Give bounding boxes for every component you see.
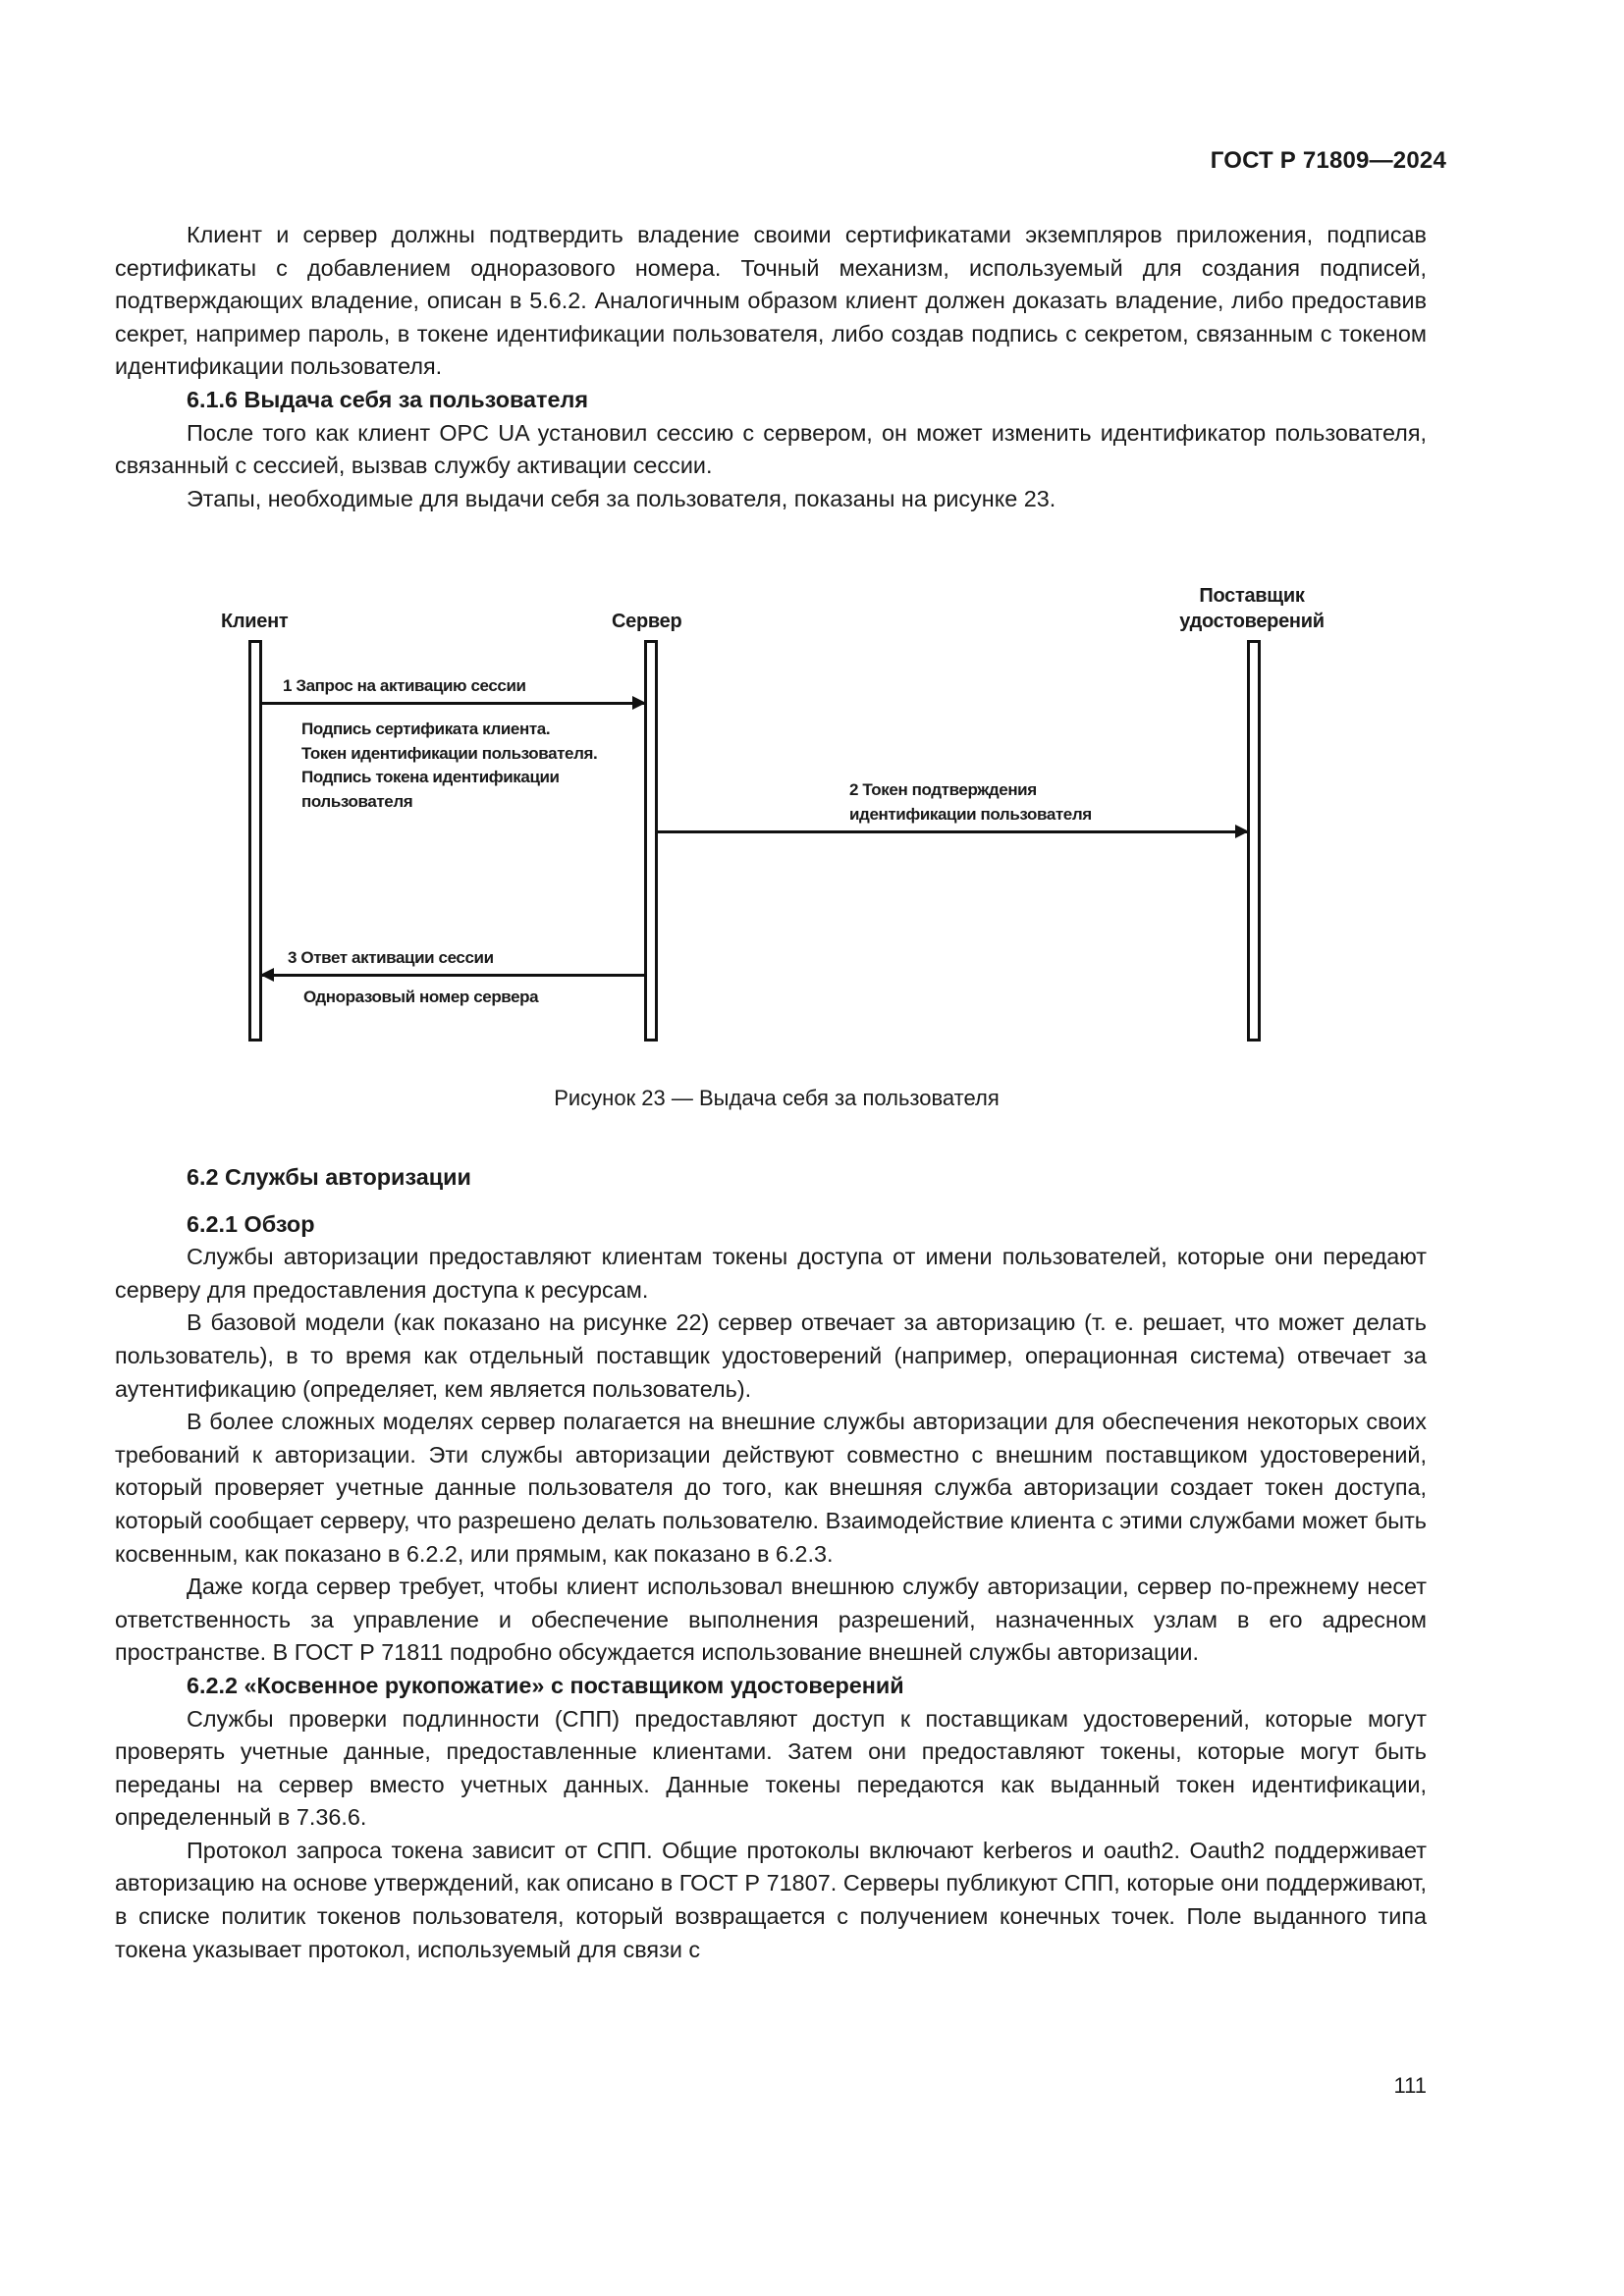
paragraph: Протокол запроса токена зависит от СПП. Общие протоколы включают kerberos и oauth2. Oauth2 поддерживает авторизацию на основе утверждений, как описано в ГОСТ Р 71807. Серверы публикуют СПП, которые они поддерживают, в списке политик токенов пользователя, который возвращается с получением конечных точек. Поле выданного типа токена указывает протокол, используемый для связи с bbox=[115, 1837, 1427, 1962]
message-2-label-line2: идентификации пользователя bbox=[849, 805, 1092, 824]
note-line: пользователя bbox=[301, 791, 413, 811]
heading-6-2-1: 6.2.1 Обзор bbox=[187, 1210, 315, 1237]
actor-provider-label-line2: удостоверений bbox=[1179, 611, 1325, 632]
message-1-label: 1 Запрос на активацию сессии bbox=[283, 676, 526, 695]
message-3-label: 3 Ответ активации сессии bbox=[288, 948, 494, 967]
paragraph: Службы проверки подлинности (СПП) предоставляют доступ к поставщикам удостоверений, которые могут проверять учетные данные, предоставленные клиентами. Затем они предоставляют токены, которые могут быть переданы на сервер вместо учетных данных. Данные токены передаются как выданный токен идентификации, определенный в 7.36.6. bbox=[115, 1705, 1427, 1831]
heading-6-2-2: 6.2.2 «Косвенное рукопожатие» с поставщиком удостоверений bbox=[187, 1672, 904, 1698]
paragraph: Клиент и сервер должны подтвердить владение своими сертификатами экземпляров приложения, подписав сертификаты с добавлением одноразового номера. Точный механизм, используемый для создания подписей, подтверждающих владение, описан в 5.6.2. Аналогичным образом клиент должен доказать владение, либо предоставив секрет, например пароль, в токене идентификации пользователя, либо создав подпись с секретом, связанным с токеном идентификации пользователя. bbox=[115, 222, 1427, 380]
arrowhead-left-icon bbox=[260, 968, 274, 982]
heading-6-1-6: 6.1.6 Выдача себя за пользователя bbox=[187, 386, 589, 412]
paragraph: Этапы, необходимые для выдачи себя за пользователя, показаны на рисунке 23. bbox=[187, 485, 1056, 511]
heading-6-2: 6.2 Службы авторизации bbox=[187, 1164, 471, 1190]
paragraph: В базовой модели (как показано на рисунке 22) сервер отвечает за авторизацию (т. е. решает, что может делать пользователь), в то время как отдельный поставщик удостоверений (например, операционная система) отвечает за аутентификацию (определяет, кем является пользователь). bbox=[115, 1309, 1427, 1402]
note-line: Подпись токена идентификации bbox=[301, 768, 560, 786]
paragraph: После того как клиент OPC UA установил сессию с сервером, он может изменить идентификатор пользователя, связанный с сессией, вызвав службу активации сессии. bbox=[115, 419, 1427, 479]
message-1-arrow bbox=[262, 702, 644, 705]
document-header-id: ГОСТ Р 71809—2024 bbox=[1210, 147, 1446, 174]
arrowhead-right-icon bbox=[1235, 825, 1249, 838]
paragraph: Службы авторизации предоставляют клиентам токены доступа от имени пользователей, которые они передают серверу для предоставления доступа к ресурсам. bbox=[115, 1244, 1427, 1303]
page-number: 111 bbox=[1393, 2073, 1427, 2098]
paragraph: Даже когда сервер требует, чтобы клиент использовал внешнюю службу авторизации, сервер по-прежнему несет ответственность за управление и обеспечение выполнения разрешений, назначенных узлам в его адресном пространстве. В ГОСТ Р 71811 подробно обсуждается использование внешней службы авторизации. bbox=[115, 1574, 1427, 1666]
arrowhead-right-icon bbox=[632, 696, 646, 710]
figure-caption: Рисунок 23 — Выдача себя за пользователя bbox=[554, 1086, 1000, 1110]
section-6-2 bbox=[115, 1161, 1427, 1966]
actor-provider-label-line1: Поставщик bbox=[1199, 585, 1305, 607]
actor-server-label: Сервер bbox=[612, 611, 682, 632]
lifeline-server bbox=[644, 640, 658, 1041]
paragraph: В более сложных моделях сервер полагается на внешние службы авторизации для обеспечения некоторых своих требований к авторизации. Эти службы авторизации действуют совместно с внешним поставщиком удостоверений, который проверяет учетные данные пользователя до того, как внешняя служба авторизации создает токен доступа, который сообщает серверу, что разрешено делать пользователю. Взаимодействие клиента с этими службами может быть косвенным, как показано в 6.2.2, или прямым, как показано в 6.2.3. bbox=[115, 1409, 1427, 1567]
message-3-note bbox=[303, 986, 538, 1010]
lifeline-provider bbox=[1247, 640, 1261, 1041]
note-line: Токен идентификации пользователя. bbox=[301, 743, 598, 763]
actor-provider-label bbox=[1149, 583, 1355, 634]
note-line: Одноразовый номер сервера bbox=[303, 988, 539, 1006]
message-3-arrow bbox=[262, 974, 644, 977]
message-2-label-line1: 2 Токен подтверждения bbox=[849, 780, 1037, 799]
message-2-label bbox=[849, 777, 1092, 827]
message-1-note bbox=[301, 718, 597, 814]
section-top bbox=[115, 219, 1427, 515]
actor-client-label: Клиент bbox=[221, 611, 289, 632]
note-line: Подпись сертификата клиента. bbox=[301, 720, 551, 738]
message-2-arrow bbox=[658, 830, 1247, 833]
